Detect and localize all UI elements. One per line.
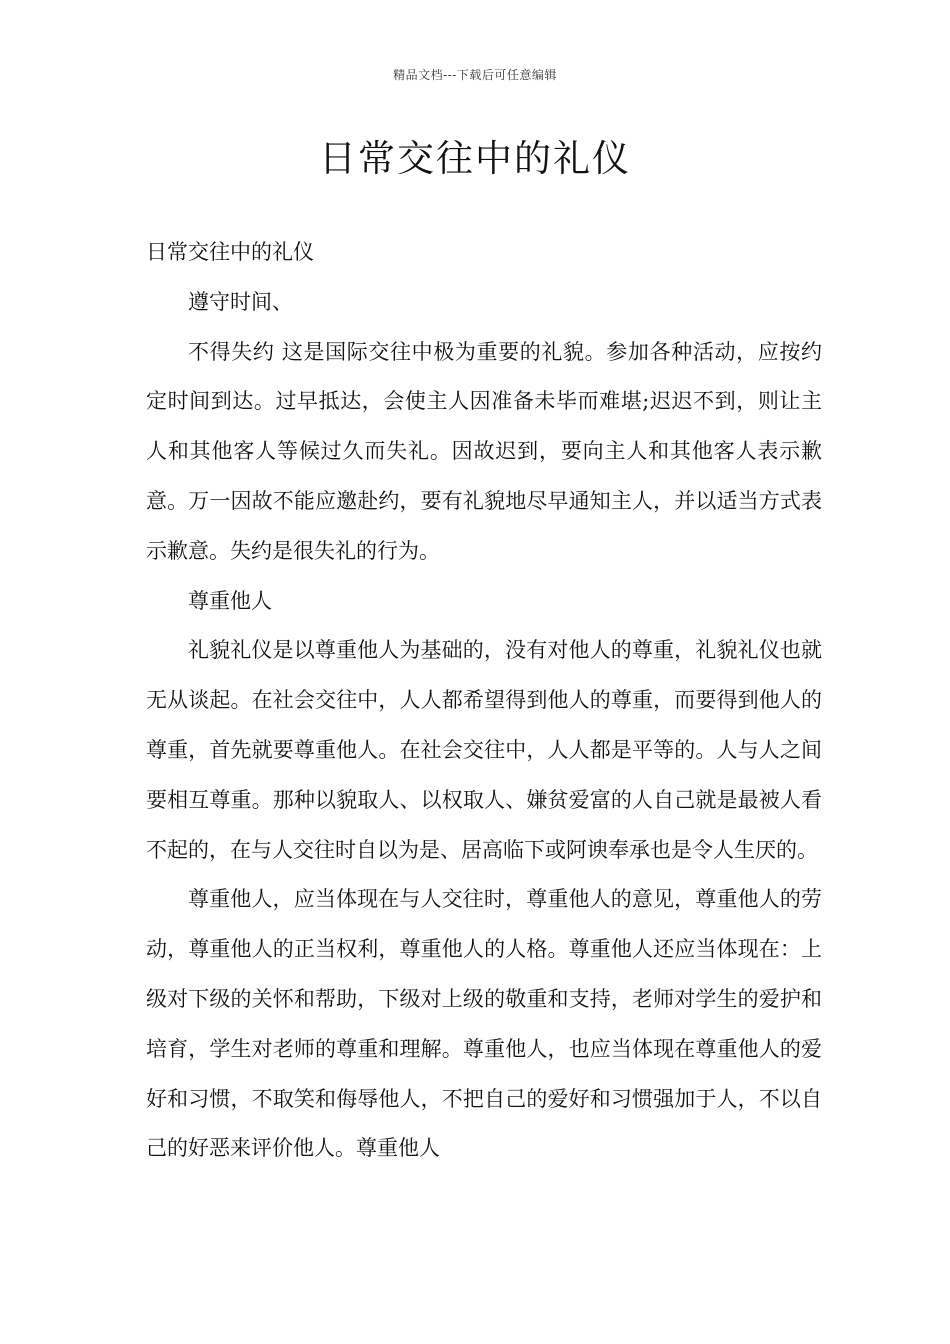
header-note: 精品文档---下载后可任意编辑 — [393, 68, 557, 82]
page-title: 日常交往中的礼仪 — [319, 137, 631, 180]
paragraph-respect-1: 礼貌礼仪是以尊重他人为基础的，没有对他人的尊重，礼貌礼仪也就无从谈起。在社会交往中，人人都希望得到他人的尊重，而要得到他人的尊重，首先就要尊重他人。在社会交往中，人人都是平等的。人与人之间要相互尊重。那种以貌取人、以权取人、嫌贫爱富的人自己就是最被人看不起的，在与人交往时自以为是、居高临下或阿谀奉承也是令人生厌的。 — [146, 638, 822, 862]
subheading-punctuality: 遵守时间、 — [188, 289, 293, 314]
section-heading: 日常交往中的礼仪 — [146, 240, 314, 264]
subheading-respect: 尊重他人 — [188, 588, 272, 613]
paragraph-punctuality: 不得失约 这是国际交往中极为重要的礼貌。参加各种活动，应按约定时间到达。过早抵达，会使主人因准备未毕而难堪;迟迟不到，则让主人和其他客人等候过久而失礼。因故迟到，要向主人和其他客人表示歉意。万一因故不能应邀赴约，要有礼貌地尽早通知主人，并以适当方式表示歉意。失约是很失礼的行为。 — [146, 339, 822, 563]
paragraph-respect-2: 尊重他人，应当体现在与人交往时，尊重他人的意见，尊重他人的劳动，尊重他人的正当权利，尊重他人的人格。尊重他人还应当体现在：上级对下级的关怀和帮助，下级对上级的敬重和支持，老师对学生的爱护和培育，学生对老师的尊重和理解。尊重他人，也应当体现在尊重他人的爱好和习惯，不取笑和侮辱他人，不把自己的爱好和习惯强加于人，不以自己的好恶来评价他人。尊重他人 — [146, 887, 822, 1161]
document-body — [146, 228, 822, 1174]
